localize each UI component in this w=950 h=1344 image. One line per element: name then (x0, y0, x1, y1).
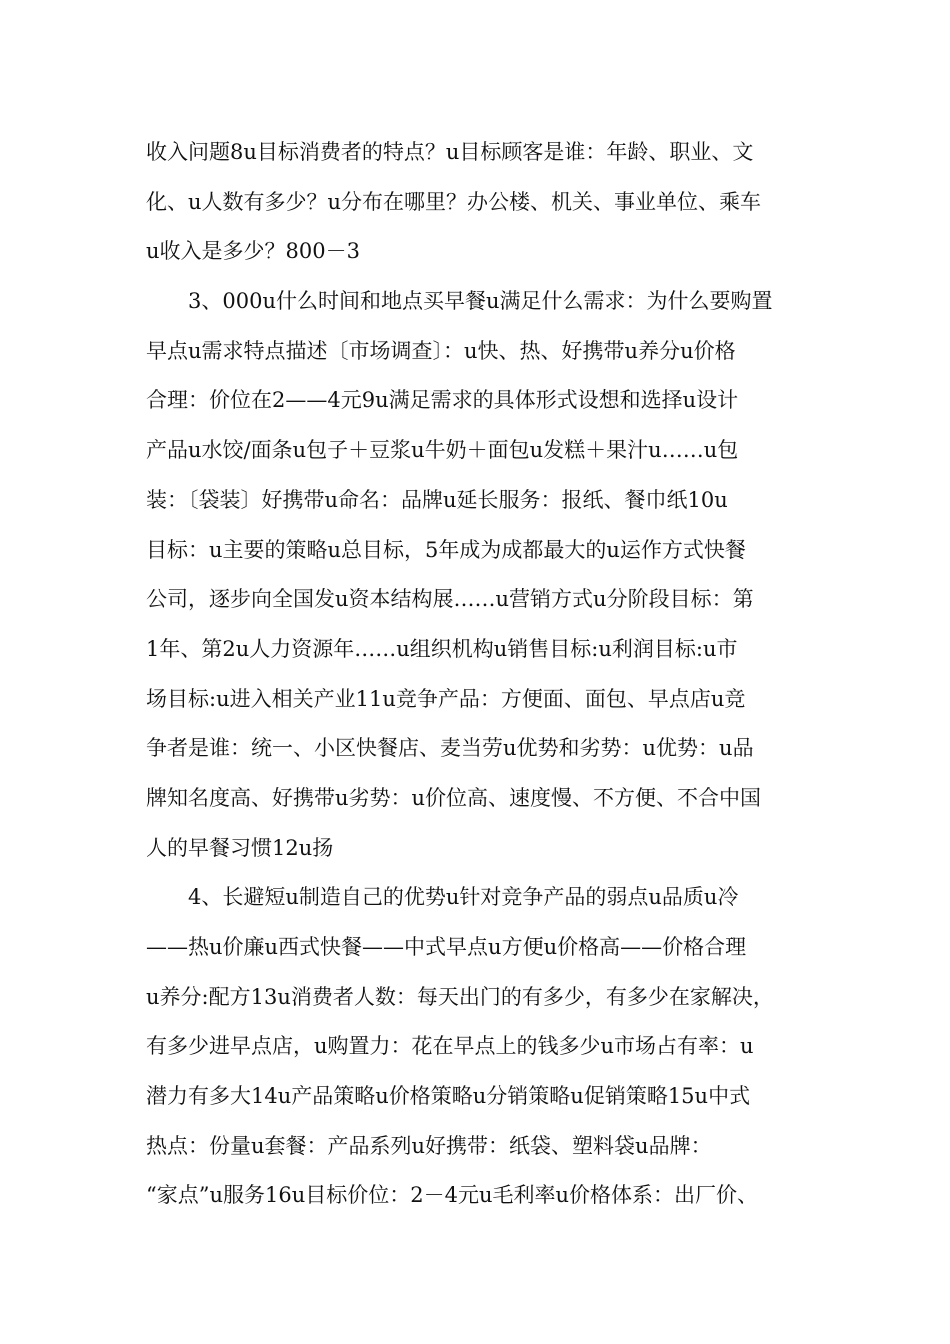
paragraph-start-line: 4、长避短u制造自己的优势u针对竞争产品的弱点u品质u冷 (188, 885, 739, 910)
text-line: 场目标:u进入相关产业11u竞争产品：方便面、面包、早点店u竞 (146, 686, 746, 711)
text-line: u收入是多少？800－3 (146, 239, 360, 264)
text-line: 收入问题8u目标消费者的特点？u目标顾客是谁：年龄、职业、文 (146, 140, 754, 164)
text-line: 合理：价位在2——4元9u满足需求的具体形式设想和选择u设计 (146, 388, 739, 413)
text-line: 有多少进早点店，u购置力：花在早点上的钱多少u市场占有率：u (146, 1034, 754, 1059)
text-line: “家点”u服务16u目标价位：2－4元u毛利率u价格体系：出厂价、 (146, 1183, 759, 1208)
body-text (146, 128, 826, 1221)
text-line: 装：〔袋装〕好携带u命名：品牌u延长服务：报纸、餐巾纸10u (146, 487, 728, 512)
text-line: 化、u人数有多少？u分布在哪里？办公楼、机关、事业单位、乘车 (146, 189, 762, 214)
text-line: 公司，逐步向全国发u资本结构展……u营销方式u分阶段目标：第 (146, 587, 754, 612)
text-line: 目标：u主要的策略u总目标，5年成为成都最大的u运作方式快餐 (146, 537, 746, 562)
paragraph-start-line: 3、000u什么时间和地点买早餐u满足什么需求：为什么要购置 (188, 289, 773, 314)
text-line: 产品u水饺/面条u包子＋豆浆u牛奶＋面包u发糕＋果汁u……u包 (146, 438, 739, 463)
text-line: 早点u需求特点描述〔市场调查〕：u快、热、好携带u养分u价格 (146, 338, 736, 363)
text-line: 人的早餐习惯12u扬 (146, 835, 334, 860)
text-line: 1年、第2u人力资源年……u组织机构u销售目标:u利润目标:u市 (146, 636, 738, 661)
text-line: 热点：份量u套餐：产品系列u好携带：纸袋、塑料袋u品牌： (146, 1133, 712, 1158)
text-line: ——热u价廉u西式快餐——中式早点u方便u价格高——价格合理 (146, 935, 747, 959)
text-line: 牌知名度高、好携带u劣势：u价位高、速度慢、不方便、不合中国 (146, 785, 762, 810)
text-line: 潜力有多大14u产品策略u价格策略u分销策略u促销策略15u中式 (146, 1084, 751, 1109)
text-line: u养分:配方13u消费者人数：每天出门的有多少，有多少在家解决， (146, 984, 774, 1009)
text-line: 争者是谁：统一、小区快餐店、麦当劳u优势和劣势：u优势：u品 (146, 736, 754, 761)
